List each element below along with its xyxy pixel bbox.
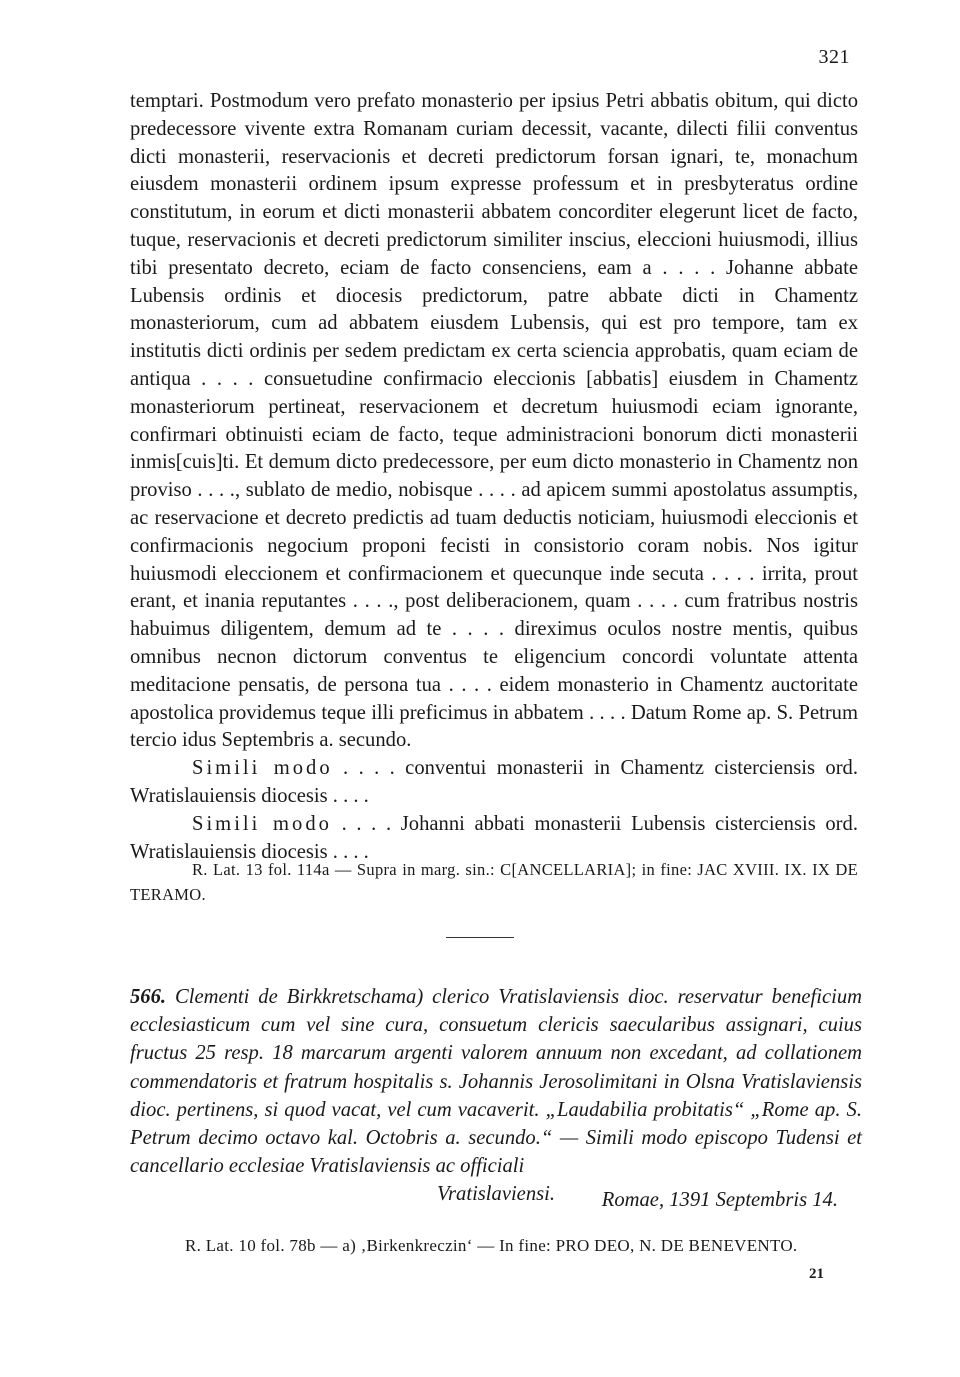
date-line: Romae, 1391 Septembris 14. (601, 1189, 838, 1211)
page-number: 321 (818, 46, 850, 68)
entry-566 (130, 983, 862, 1209)
footnote-2: R. Lat. 10 fol. 78b — a) ‚Birkenkreczin‘ — In fine: PRO DEO, N. DE BENEVENTO. (185, 1236, 798, 1255)
simili-paragraph-1 (130, 755, 858, 811)
body-paragraph: temptari. Postmodum vero prefato monasterio per ipsius Petri abbatis obitum, qui dicto predecessore vivente extra Romanam curiam decessit, vacante, dilecti filii conventus dicti monasterii, reservacionis et decreti predictorum forsan ignari, te, monachum eiusdem monasterii ordinem ipsum expresse professum et in presbyteratus ordine constitutum, in eorum et dicti monasterii abbatem concorditer elegerunt licet de facto, tuque, reservacionis et decreti predictorum similiter inscius, eleccioni huiusmodi, illius tibi presentato decreto, eciam de facto consenciens, eam a . . . . Johanne abbate Lubensis ordinis et diocesis predictorum, patre abbate dicti in Chamentz monasteriorum, cum ad abbatem eiusdem Lubensis, qui est pro tempore, tam ex institutis dicti ordinis per sedem predictam ex certa sciencia approbatis, quam eciam de antiqua . . . . consuetudine confirmacio eleccionis [abbatis] eiusdem in Chamentz monasteriorum pertineat, reservacionem et decretum huiusmodi eciam ignorante, confirmari obtinuisti eciam de facto, teque administracioni bonorum dicti monasterii inmis[cuis]ti. Et demum dicto predecessore, per eum dicto monasterio in Chamentz non proviso . . . ., sublato de medio, nobisque . . . . ad apicem summi apostolatus assumptis, ac reservacione et decreto predictis ad tuam deductis noticiam, huiusmodi eleccionis et confirmacionis negocium proponi fecisti in consistorio coram nobis. Nos igitur huiusmodi eleccionem et confirmacionem et quecunque inde secuta . . . . irrita, prout erant, et inania reputantes . . . ., post deliberacionem, quam . . . . cum fratribus nostris habuimus diligentem, demum ad te . . . . direximus oculos nostre mentis, quibus omnibus necnon dictorum conventus te eligencium concordi voluntate attenta meditacione pensatis, de persona tua . . . . eidem monasterio in Chamentz auctoritate apostolica providemus teque illi preficimus in abbatem . . . . Datum Rome ap. S. Petrum tercio idus Septembris a. secundo. (130, 90, 858, 752)
entry-number: 566. (130, 986, 167, 1008)
footnote-1-text: R. Lat. 13 fol. 114a — Supra in marg. sin.: C[ANCELLARIA]; in fine: JAC XVIII. IX. IX DE TERAMO. (130, 860, 858, 904)
main-text-block (130, 88, 858, 866)
entry-last-line: Vratislaviensi. (436, 1183, 556, 1206)
simili-lead: Simili modo (192, 812, 332, 835)
section-divider (446, 937, 514, 938)
footnote-1 (130, 857, 858, 907)
simili-rest: . . . . conventui monasterii in Chamentz cisterciensis ord. Wratislauiensis diocesis . . . . (130, 757, 858, 807)
simili-lead: Simili modo (192, 757, 333, 780)
entry-text: Clementi de Birkkretschama) clerico Vratislaviensis dioc. reservatur beneficium ecclesiasticum cum vel sine cura, consuetum clericis saecularibus assignari, cuius fructus 25 resp. 18 marcarum argenti valorem annuum non excedant, ad collationem commendatoris et fratrum hospitalis s. Johannis Jerosolimitani in Olsna Vratislaviensis dioc. pertinens, si quod vacat, vel cum vacaverit. „Laudabilia probitatis“ „Rome ap. S. Petrum decimo octavo kal. Octobris a. secundo.“ — Simili modo episcopo Tudensi et cancellario ecclesiae Vratislaviensis ac officiali (130, 986, 862, 1178)
simili-rest: . . . . Johanni abbati monasterii Lubensis cisterciensis ord. Wratislauiensis diocesis . . . . (130, 812, 858, 863)
signature-mark: 21 (809, 1266, 824, 1282)
